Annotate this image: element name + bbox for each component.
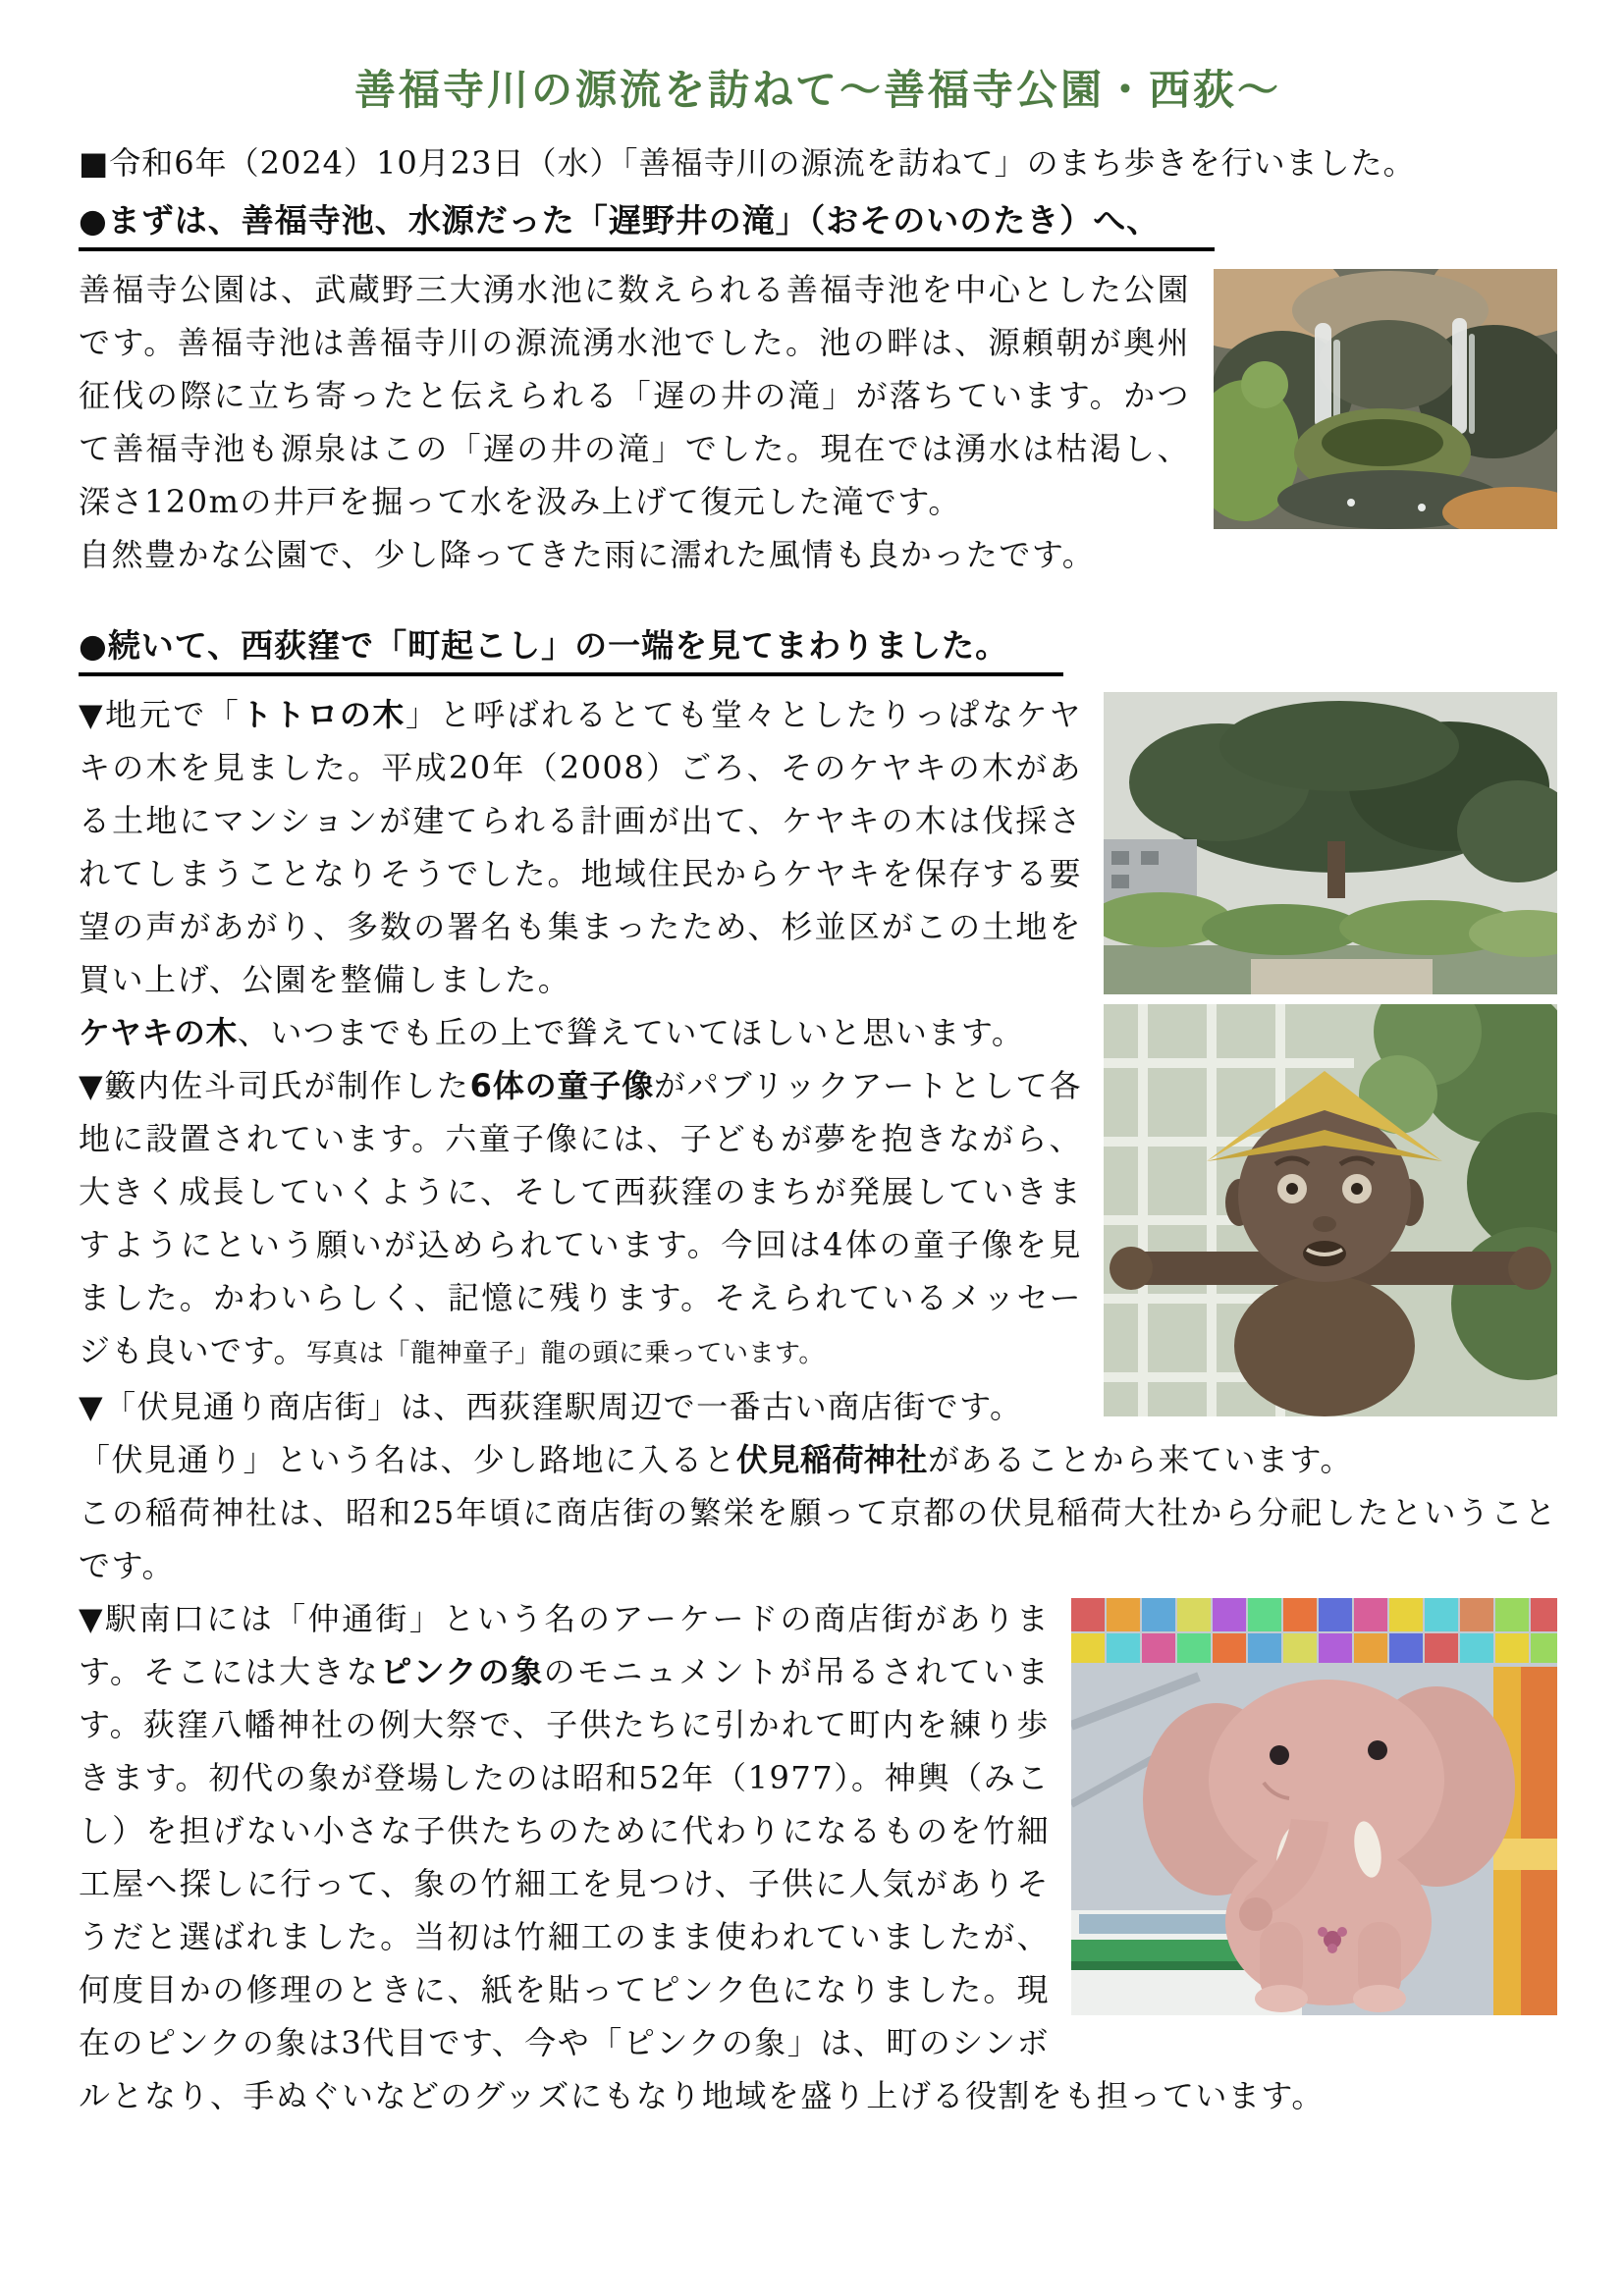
section1-heading: ●まずは、善福寺池、水源だった「遅野井の滝」（おそのいのたき）へ、 xyxy=(79,199,1215,251)
section1-heading-row xyxy=(79,199,1557,251)
totoro-bold-term: トトロの木 xyxy=(241,695,406,733)
fushimi-line-3: この稲荷神社は、昭和25年頃に商店街の繁栄を願って京都の伏見稲荷大社から分祀したということです。 xyxy=(79,1493,1557,1584)
page-title: 善福寺川の源流を訪ねて～善福寺公園・西荻～ xyxy=(354,66,1281,114)
text-run: ▼地元で「 xyxy=(79,695,242,733)
section1-body xyxy=(79,263,1557,581)
keyaki-bold-term: ケヤキの木 xyxy=(79,1013,238,1051)
pink-elephant-block xyxy=(79,1592,1557,2122)
fushimi-line-1: ▼「伏見通り商店街」は、西荻窪駅周辺で一番古い商店街です。 xyxy=(79,1387,1023,1425)
waterfall-illustration xyxy=(1214,269,1557,529)
text-run: ▼籔内佐斗司氏が制作した xyxy=(79,1066,470,1104)
doji-statue-illustration xyxy=(1104,1004,1557,1416)
fushimi-bold-term: 伏見稲荷神社 xyxy=(736,1440,929,1478)
section1-paragraph-2: 自然豊かな公園で、少し降ってきた雨に濡れた風情も良かったです。 xyxy=(79,535,1096,573)
text-run: があることから来ています。 xyxy=(928,1440,1353,1478)
photo-caption-note: 写真は「龍神童子」龍の頭に乗っています。 xyxy=(305,1338,825,1368)
text-run: 」と呼ばれるとても堂々としたりっぱなケヤキの木を見ました。平成20年（2008）ごろ、そのケヤキの木がある土地にマンションが建てられる計画が出て、ケヤキの木は伐採されてしまうことなりそうでした。地域住民からケヤキを保存する要望の声があがり、多数の署名も集まったため、杉並区がこの土地を買い上げ、公園を整備しました。 xyxy=(79,695,1082,998)
section1-paragraph: 善福寺公園は、武蔵野三大湧水池に数えられる善福寺池を中心とした公園です。善福寺池は善福寺川の源流湧水池でした。池の畔は、源頼朝が奥州征伐の際に立ち寄ったと伝えられる「遅の井の滝」が落ちています。かつて善福寺池も源泉はこの「遅の井の滝」でした。現在では湧水は枯渇し、深さ120mの井戸を掘って水を汲み上げて復元した滝です。 xyxy=(79,270,1190,520)
text-run: 「伏見通り」という名は、少し路地に入ると xyxy=(79,1440,737,1478)
intro-line: ■令和6年（2024）10月23日（水）「善福寺川の源流を訪ねて」のまち歩きを行いました。 xyxy=(79,143,1416,182)
pink-elephant-photo xyxy=(1071,1598,1557,2015)
pink-elephant-illustration xyxy=(1071,1598,1557,2015)
text-run: ▼駅南口には「仲通街」という名のアーケードの商店街があります。そこには大きな xyxy=(79,1599,1050,1690)
doji-bold-term: 6体の童子像 xyxy=(469,1066,654,1104)
text-run: のモニュメントが吊るされています。荻窪八幡神社の例大祭で、子供たちに引かれて町内を練り歩きます。初代の象が登場したのは昭和52年（1977）。神輿（みこし）を担げない小さな子供たちのために代わりになるものを竹細工屋へ探しに行って、象の竹細工を見つけ、子供に人気がありそうだと選ばれました。当初は竹細工のまま使われていましたが、何度目かの修理のときに、紙を貼ってピンク色になりました。現在のピンクの象は3代目です、今や「ピンクの象」は、町のシンボルとなり、手ぬぐいなどのグッズにもなり地域を盛り上げる役割をも担っています。 xyxy=(79,1652,1325,2114)
totoro-tree-photo xyxy=(1104,692,1557,994)
doji-statue-photo xyxy=(1104,1004,1557,1416)
section2-heading-row xyxy=(79,624,1557,676)
photo-column xyxy=(1104,692,1557,1416)
totoro-tree-illustration xyxy=(1104,692,1557,994)
elephant-bold-term: ピンクの象 xyxy=(380,1652,544,1690)
text-run: 、いつまでも丘の上で聳えていてほしいと思います。 xyxy=(237,1013,1025,1051)
waterfall-photo xyxy=(1214,269,1557,529)
fushimi-line-2 xyxy=(79,1433,1557,1486)
section2-totoro-doji-block xyxy=(79,688,1557,1380)
section2-heading: ●続いて、西荻窪で「町起こし」の一端を見てまわりました。 xyxy=(79,624,1063,676)
text-run: がパブリックアートとして各地に設置されています。六童子像には、子どもが夢を抱きながら、大きく成長していくように、そして西荻窪のまちが発展していきますようにという願いが込められています。今回は4体の童子像を見ました。かわいらしく、記憶に残ります。そえられているメッセージも良いです。 xyxy=(79,1066,1082,1369)
